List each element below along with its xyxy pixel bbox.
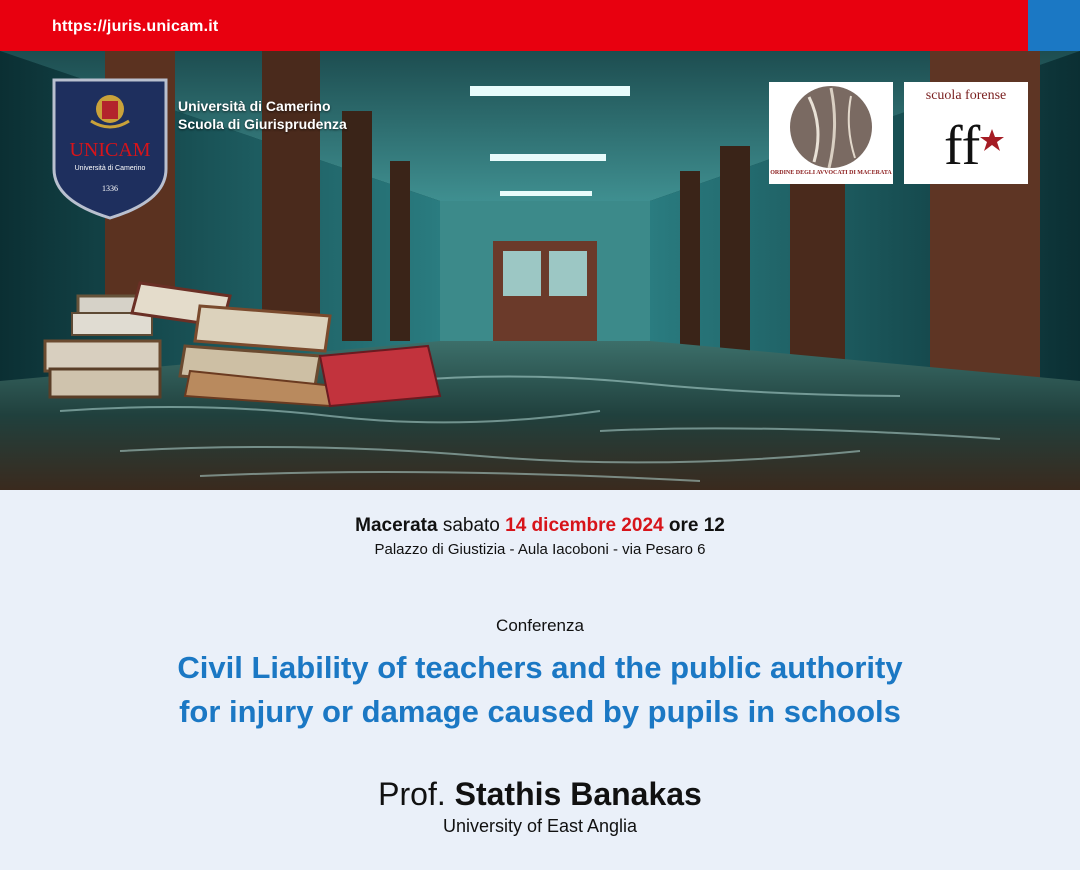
svg-text:ff: ff: [944, 115, 981, 177]
ordine-emblem-icon: [769, 82, 893, 184]
ordine-caption: ORDINE DEGLI AVVOCATI DI MACERATA: [770, 170, 892, 176]
event-city: Macerata: [355, 515, 438, 536]
speaker-line: [0, 776, 1080, 813]
ordine-avvocati-logo: [769, 82, 893, 184]
event-time: ore 12: [668, 515, 725, 536]
conference-title-line2: for injury or damage caused by pupils in schools: [179, 694, 901, 729]
conference-title-line1: Civil Liability of teachers and the public authority: [177, 650, 903, 685]
unicam-brand-text: UNICAM: [69, 139, 151, 161]
ff-star-icon: [904, 82, 1028, 184]
top-bar-blue-block: [1028, 0, 1080, 51]
website-link[interactable]: https://juris.unicam.it: [52, 18, 219, 35]
speaker-prefix: Prof.: [378, 776, 446, 812]
event-venue: Palazzo di Giustizia - Aula Iacoboni - via Pesaro 6: [374, 541, 706, 558]
event-date-line: [0, 515, 1080, 537]
scuola-forense-logo: [904, 82, 1028, 184]
unicam-year-text: 1336: [102, 184, 118, 193]
speaker-affiliation: University of East Anglia: [442, 816, 638, 836]
conference-type: Conferenza: [496, 616, 584, 635]
event-day: sabato: [442, 515, 500, 536]
event-date: 14 dicembre 2024: [505, 515, 664, 536]
university-line1: Università di Camerino: [178, 98, 331, 114]
unicam-crest-logo: [51, 77, 169, 221]
scuola-forense-title: scuola forense: [925, 88, 1007, 103]
university-line2: Scuola di Giurisprudenza: [178, 116, 347, 132]
university-name: [178, 97, 347, 133]
unicam-sub-text: Università di Camerino: [74, 165, 146, 172]
speaker-name: Stathis Banakas: [454, 776, 702, 812]
conference-title: [0, 646, 1080, 734]
